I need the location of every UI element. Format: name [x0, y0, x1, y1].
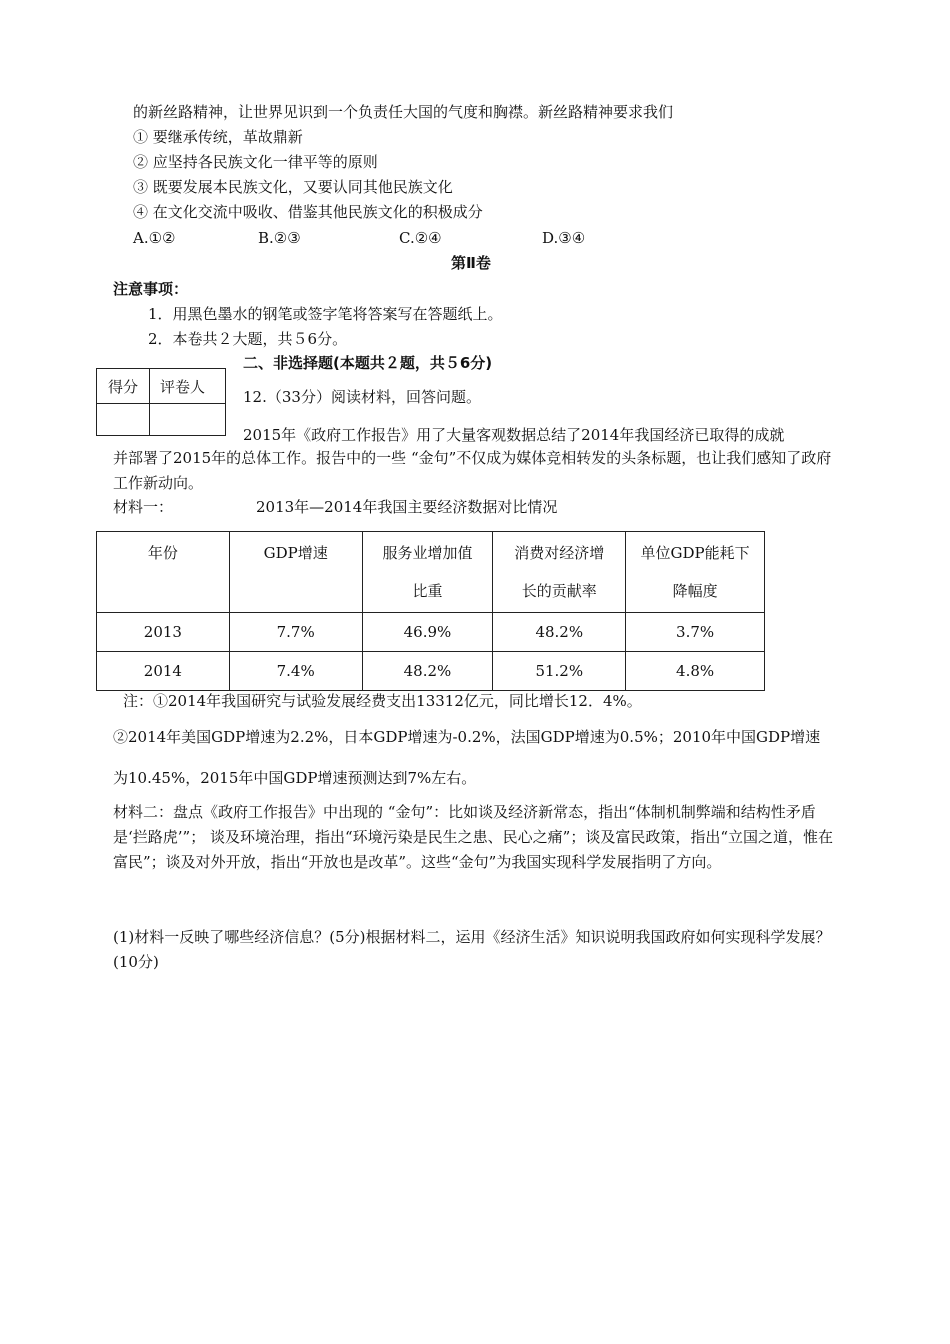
- table-cell: 51.2%: [493, 652, 626, 691]
- header-service-share: 服务业增加值 比重: [362, 532, 493, 613]
- note-2-line2: 为10.45%，2015年中国GDP增速预测达到7%左右。: [113, 769, 477, 787]
- table-cell: 48.2%: [362, 652, 493, 691]
- header-year: 年份: [97, 532, 230, 613]
- question-12-intro: 12.（33分）阅读材料，回答问题。: [243, 388, 481, 406]
- option-statement-2: ② 应坚持各民族文化一律平等的原则: [133, 153, 378, 171]
- volume-title: 第Ⅱ卷: [451, 254, 491, 272]
- table-header-row: [97, 532, 765, 613]
- choice-a: A.①②: [133, 229, 176, 247]
- notice-title: 注意事项：: [113, 280, 189, 298]
- intro-paragraph-line1: 2015年《政府工作报告》用了大量客观数据总结了2014年我国经济已取得的成就: [243, 426, 785, 444]
- material1-label: 材料一：: [113, 498, 174, 516]
- notice-item-2: 2．本卷共２大题，共５6分。: [148, 330, 348, 348]
- part-heading: 二、非选择题(本题共２题，共５6分): [243, 354, 493, 372]
- option-statement-1: ① 要继承传统，革故鼎新: [133, 128, 303, 146]
- table-cell: 2014: [97, 652, 230, 691]
- table-row: [97, 652, 765, 691]
- intro-paragraph-rest: 并部署了2015年的总体工作。报告中的一些 “金句”不仅成为媒体竞相转发的头条标题，也让我们感知了政府工作新动向。: [113, 449, 832, 492]
- economic-data-table: [96, 531, 765, 691]
- grader-label: 评卷人: [160, 378, 206, 396]
- grade-box: [96, 368, 226, 436]
- score-label: 得分: [108, 378, 139, 396]
- header-gdp-growth: GDP增速: [229, 532, 362, 613]
- choice-b: B.②③: [258, 229, 301, 247]
- choice-c: C.②④: [399, 229, 442, 247]
- table-cell: 3.7%: [626, 613, 765, 652]
- table-cell: 4.8%: [626, 652, 765, 691]
- header-energy-reduction: 单位GDP能耗下 降幅度: [626, 532, 765, 613]
- table-cell: 7.4%: [229, 652, 362, 691]
- table-cell: 7.7%: [229, 613, 362, 652]
- material1-title: 2013年—2014年我国主要经济数据对比情况: [256, 498, 558, 516]
- option-statement-4: ④ 在文化交流中吸收、借鉴其他民族文化的积极成分: [133, 203, 483, 221]
- option-statement-3: ③ 既要发展本民族文化，又要认同其他民族文化: [133, 178, 453, 196]
- table-cell: 46.9%: [362, 613, 493, 652]
- sub-question-1: (1)材料一反映了哪些经济信息？(5分)根据材料二，运用《经济生活》知识说明我国政府如何实现科学发展？(10分): [113, 928, 831, 971]
- notice-item-1: 1．用黑色墨水的钢笔或签字笔将答案写在答题纸上。: [148, 305, 503, 323]
- table-cell: 48.2%: [493, 613, 626, 652]
- material2-text: 材料二：盘点《政府工作报告》中出现的 “金句”：比如谈及经济新常态，指出“体制机制弊端和结构性矛盾是‘拦路虎’”； 谈及环境治理，指出“环境污染是民生之患、民心之痛”；谈及富民政策，指出“立国之道，惟在富民”；谈及对外开放，指出“开放也是改革”。这些“金句”为我国实现科学发展指明了方向。: [113, 803, 833, 871]
- note-2-line1: ②2014年美国GDP增速为2.2%，日本GDP增速为-0.2%，法国GDP增速为0.5%；2010年中国GDP增速: [113, 728, 821, 746]
- note-1: 注：①2014年我国研究与试验发展经费支出13312亿元，同比增长12．4%。: [123, 692, 642, 710]
- choice-d: D.③④: [542, 229, 586, 247]
- question-stem-tail: 的新丝路精神，让世界见识到一个负责任大国的气度和胸襟。新丝路精神要求我们: [133, 103, 674, 121]
- table-cell: 2013: [97, 613, 230, 652]
- table-row: [97, 613, 765, 652]
- header-consumption-contribution: 消费对经济增 长的贡献率: [493, 532, 626, 613]
